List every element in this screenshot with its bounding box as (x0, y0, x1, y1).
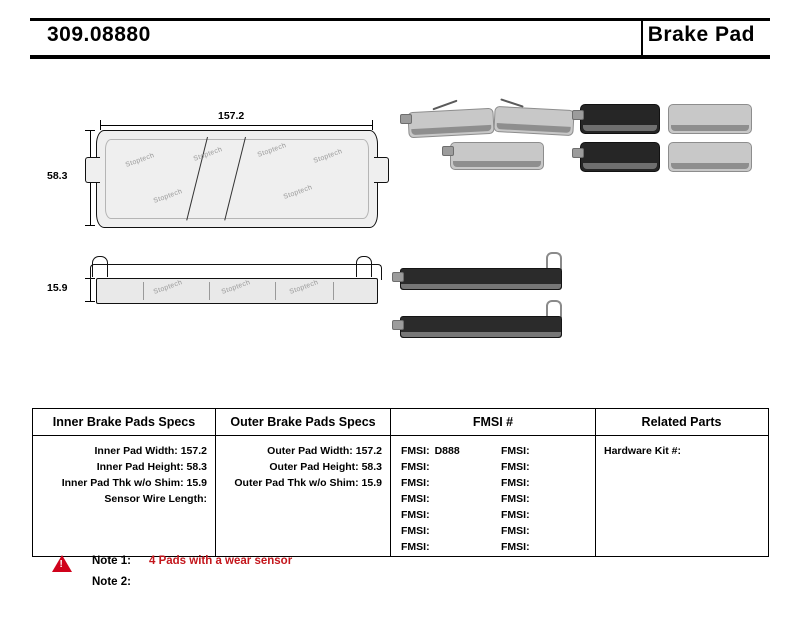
watermark-text: Stoptech (124, 152, 156, 169)
spec-table (32, 408, 769, 557)
height-dim-tick-bottom (85, 225, 95, 226)
fmsi-value (430, 541, 435, 553)
fmsi-row (401, 475, 493, 491)
width-dimension-label: 157.2 (215, 110, 247, 122)
page-header (30, 18, 770, 58)
fmsi-column-right (493, 443, 593, 555)
page-title: Brake Pad (647, 23, 755, 46)
pad-photo-sensor-2 (493, 106, 574, 136)
pad-chamfer-line-1 (186, 137, 208, 221)
pad-tab (392, 320, 404, 330)
pad-photo-inner-1 (580, 104, 660, 134)
fmsi-grid (391, 443, 595, 555)
warning-triangle-icon (52, 555, 72, 572)
fmsi-column-left (401, 443, 493, 555)
fmsi-label: FMSI: (501, 541, 530, 553)
height-dimension-label: 58.3 (44, 170, 70, 182)
fmsi-value (430, 525, 435, 537)
watermark-text: Stoptech (152, 188, 184, 205)
pad-chamfer-line-2 (224, 137, 246, 221)
fmsi-row (501, 523, 593, 539)
watermark-text: Stoptech (192, 146, 224, 163)
outer-pad-height: Outer Pad Height: 58.3 (269, 461, 382, 473)
note-1-label: Note 1: (92, 555, 131, 567)
width-dim-tick-right (372, 120, 373, 130)
fmsi-row (401, 523, 493, 539)
inner-pad-height: Inner Pad Height: 58.3 (96, 461, 207, 473)
fmsi-value (530, 445, 535, 457)
pad-backing-plate (401, 332, 561, 337)
pad-tab (572, 148, 584, 158)
fmsi-label: FMSI: (401, 509, 430, 521)
fmsi-label: FMSI: (401, 493, 430, 505)
fmsi-label: FMSI: (401, 477, 430, 489)
pad-photo-sensor-3 (450, 142, 544, 170)
pad-tab (572, 110, 584, 120)
pad-backing-plate (411, 125, 491, 135)
fmsi-label: FMSI: (401, 461, 430, 473)
outer-pad-width: Outer Pad Width: 157.2 (267, 445, 382, 457)
fmsi-label: FMSI: (501, 509, 530, 521)
hardware-kit-number: Hardware Kit #: (604, 445, 682, 457)
pad-tab (442, 146, 454, 156)
header-rule-top (30, 18, 770, 21)
part-number: 309.08880 (47, 23, 151, 46)
pad-slot-line (209, 282, 210, 300)
pad-backing-plate (497, 123, 571, 133)
pad-backing-plate (671, 163, 749, 169)
fmsi-label: FMSI: (501, 493, 530, 505)
fmsi-row (501, 459, 593, 475)
spec-header-outer: Outer Brake Pads Specs (215, 409, 390, 435)
height-dim-tick-top (85, 130, 95, 131)
fmsi-label: FMSI: (401, 525, 430, 537)
fmsi-row (501, 475, 593, 491)
pad-backing-plate (583, 125, 657, 131)
fmsi-value (530, 509, 535, 521)
fmsi-value (530, 477, 535, 489)
pad-face-drawing (96, 130, 378, 228)
fmsi-value (430, 509, 435, 521)
width-dimension-line (100, 125, 372, 126)
related-parts-cell (595, 436, 767, 556)
pad-ear-left (85, 157, 100, 183)
pad-backing-plate (453, 161, 541, 167)
fmsi-row (501, 507, 593, 523)
note-row-1 (52, 553, 552, 574)
spec-table-header-row (33, 409, 768, 436)
fmsi-label: FMSI: (501, 445, 530, 457)
pad-backing-plate (671, 125, 749, 131)
note-2-label: Note 2: (92, 576, 131, 588)
thickness-dim-tick-bottom (85, 301, 95, 302)
fmsi-row (401, 443, 493, 459)
fmsi-row (401, 507, 493, 523)
thickness-dimension-line (90, 278, 91, 302)
fmsi-value (430, 461, 435, 473)
fmsi-row (401, 491, 493, 507)
pad-photo-sensor-1 (407, 108, 494, 138)
watermark-text: Stoptech (312, 148, 344, 165)
fmsi-value: D888 (434, 445, 460, 457)
watermark-text: Stoptech (256, 142, 288, 159)
sensor-wire-length: Sensor Wire Length: (104, 493, 207, 505)
header-rule-bottom (30, 55, 770, 59)
spec-table-body-row (33, 436, 768, 556)
pad-photo-inner-2 (580, 142, 660, 172)
inner-pad-thickness: Inner Pad Thk w/o Shim: 15.9 (61, 477, 207, 489)
pad-backing-plate (583, 163, 657, 169)
note-row-2 (52, 574, 552, 595)
fmsi-row (501, 443, 593, 459)
pad-photo-edge-2 (400, 316, 562, 338)
pad-photo-outer-2 (668, 142, 752, 172)
fmsi-label: FMSI: (501, 461, 530, 473)
fmsi-value (430, 493, 435, 505)
fmsi-label: FMSI: (501, 477, 530, 489)
header-divider (641, 21, 643, 55)
fmsi-value (530, 525, 535, 537)
watermark-text: Stoptech (282, 184, 314, 201)
pad-edge-drawing (96, 278, 378, 304)
pad-backing-plate (401, 284, 561, 289)
pad-ear-right (374, 157, 389, 183)
outer-pad-thickness: Outer Pad Thk w/o Shim: 15.9 (234, 477, 382, 489)
fmsi-value (430, 477, 435, 489)
fmsi-value (530, 541, 535, 553)
watermark-text: Stoptech (152, 279, 184, 296)
inner-specs-cell (33, 436, 215, 556)
outer-specs-cell (215, 436, 390, 556)
spec-header-related: Related Parts (595, 409, 767, 435)
pad-tab (400, 114, 412, 124)
drawing-area (0, 60, 800, 390)
thickness-dimension-label: 15.9 (44, 282, 70, 294)
fmsi-value (530, 493, 535, 505)
fmsi-value (530, 461, 535, 473)
fmsi-cell (390, 436, 595, 556)
spec-header-fmsi: FMSI # (390, 409, 595, 435)
pad-tab (392, 272, 404, 282)
fmsi-row (401, 459, 493, 475)
pad-photo-edge-1 (400, 268, 562, 290)
pad-slot-line (275, 282, 276, 300)
width-dim-tick-left (100, 120, 101, 130)
watermark-text: Stoptech (288, 279, 320, 296)
spec-header-inner: Inner Brake Pads Specs (52, 415, 196, 429)
notes-section (52, 553, 552, 595)
fmsi-label: FMSI: (401, 541, 430, 553)
pad-photo-outer-1 (668, 104, 752, 134)
watermark-text: Stoptech (220, 279, 252, 296)
fmsi-row (501, 491, 593, 507)
inner-pad-width: Inner Pad Width: 157.2 (94, 445, 207, 457)
wear-sensor-wire (432, 100, 457, 111)
note-1-text: 4 Pads with a wear sensor (149, 555, 293, 567)
fmsi-label: FMSI: (401, 445, 430, 457)
pad-slot-line (143, 282, 144, 300)
pad-slot-line (333, 282, 334, 300)
fmsi-label: FMSI: (501, 525, 530, 537)
